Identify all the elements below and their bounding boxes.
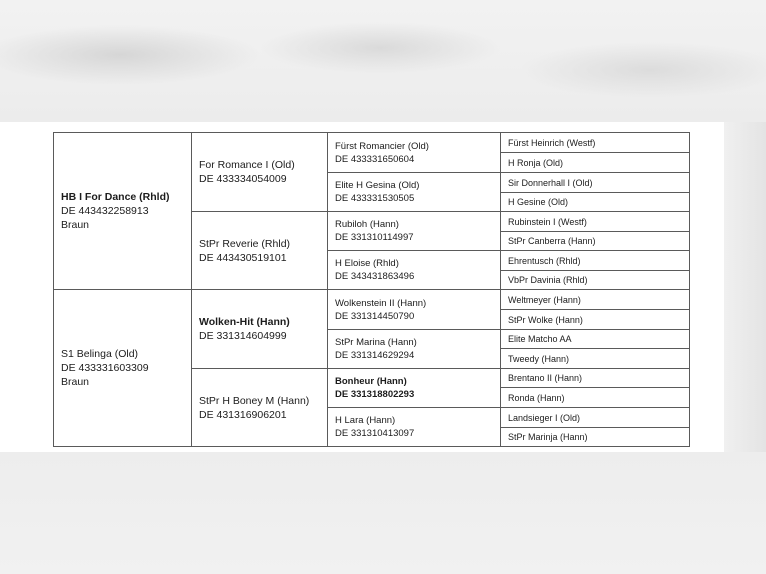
g4-name: StPr Canberra (Hann) (508, 236, 596, 246)
pedigree-g4-entry (500, 387, 690, 408)
pedigree-g4-entry (500, 250, 690, 271)
pedigree-g4-entry (500, 172, 690, 193)
pedigree-g4-entry (500, 368, 690, 388)
g3-name: Wolkenstein II (Hann) (335, 297, 427, 309)
pedigree-g4-entry (500, 270, 690, 290)
g4-name: Fürst Heinrich (Westf) (508, 137, 596, 148)
g4-name: Ehrentusch (Rhld) (508, 255, 581, 266)
pedigree-g4-entry (500, 211, 690, 232)
pedigree-horse (53, 132, 192, 290)
g2-reg: DE 431316906201 (199, 408, 287, 421)
pedigree-document (0, 122, 724, 452)
pedigree-g3-entry (327, 329, 501, 369)
g2-reg: DE 443430519101 (199, 251, 287, 264)
horse-color: Braun (61, 219, 90, 231)
g4-name: Sir Donnerhall I (Old) (508, 177, 593, 188)
g2-name: For Romance I (Old) (199, 159, 295, 171)
pedigree-g2-entry (191, 132, 328, 212)
g3-reg: DE 433331650604 (335, 153, 415, 165)
g3-name: StPr Marina (Hann) (335, 337, 417, 348)
pedigree-g3-entry (327, 368, 501, 408)
g4-name: Weltmeyer (Hann) (508, 294, 581, 305)
document-edge (724, 122, 766, 452)
g2-name: StPr Reverie (Rhld) (199, 237, 291, 250)
pedigree-g4-entry (500, 407, 690, 428)
g3-reg: DE 331310413097 (335, 428, 415, 439)
pedigree-g2-entry (191, 368, 328, 447)
g2-reg: DE 331314604999 (199, 330, 287, 342)
g3-name: H Eloise (Rhld) (335, 258, 399, 269)
dam-name: S1 Belinga (Old) (61, 348, 139, 360)
pedigree-g4-entry (500, 348, 690, 369)
pedigree-g4-entry (500, 132, 690, 153)
g4-name: StPr Marinja (Hann) (508, 432, 588, 442)
g2-name: StPr H Boney M (Hann) (199, 394, 310, 407)
g4-name: Brentano II (Hann) (508, 373, 583, 383)
pedigree-g4-entry (500, 329, 690, 349)
g4-name: H Ronja (Old) (508, 157, 564, 168)
g3-reg: DE 331314629294 (335, 350, 415, 361)
pedigree-dam (53, 289, 192, 447)
g3-reg: DE 433331530505 (335, 193, 415, 204)
g2-name: Wolken-Hit (Hann) (199, 316, 290, 328)
pedigree-g3-entry (327, 289, 501, 330)
pedigree-g4-entry (500, 309, 690, 330)
g4-name: VbPr Davinia (Rhld) (508, 275, 588, 285)
g4-name: StPr Wolke (Hann) (508, 314, 583, 325)
g3-reg: DE 331314450790 (335, 310, 415, 322)
g2-reg: DE 433334054009 (199, 173, 287, 185)
g3-reg: DE 331310114997 (335, 232, 414, 243)
pedigree-g4-entry (500, 427, 690, 447)
g3-reg: DE 331318802293 (335, 389, 415, 400)
pedigree-g3-entry (327, 172, 501, 212)
g3-name: Bonheur (Hann) (335, 376, 407, 387)
g4-name: Rubinstein I (Westf) (508, 216, 587, 227)
g3-reg: DE 343431863496 (335, 271, 415, 282)
dam-color: Braun (61, 376, 90, 388)
pedigree-g4-entry (500, 231, 690, 251)
pedigree-g2-entry (191, 211, 328, 290)
g4-name: Tweedy (Hann) (508, 353, 570, 364)
g3-name: Fürst Romancier (Old) (335, 140, 429, 152)
g3-name: H Lara (Hann) (335, 415, 396, 426)
pedigree-g3-entry (327, 250, 501, 290)
pedigree-g2-entry (191, 289, 328, 369)
horse-name: HB I For Dance (Rhld) (61, 191, 170, 203)
g4-name: Landsieger I (Old) (508, 412, 581, 423)
pedigree-g4-entry (500, 289, 690, 310)
pedigree-g4-entry (500, 192, 690, 212)
g3-name: Elite H Gesina (Old) (335, 180, 420, 191)
blurred-background-bottom (0, 452, 766, 574)
horse-reg: DE 443432258913 (61, 205, 149, 217)
g3-name: Rubiloh (Hann) (335, 219, 399, 230)
blurred-background-top (0, 0, 766, 122)
g4-name: Ronda (Hann) (508, 392, 565, 403)
g4-name: Elite Matcho AA (508, 334, 572, 344)
pedigree-g4-entry (500, 152, 690, 173)
pedigree-g3-entry (327, 407, 501, 447)
dam-reg: DE 433331603309 (61, 362, 149, 374)
pedigree-g3-entry (327, 132, 501, 173)
pedigree-g3-entry (327, 211, 501, 251)
g4-name: H Gesine (Old) (508, 197, 569, 207)
